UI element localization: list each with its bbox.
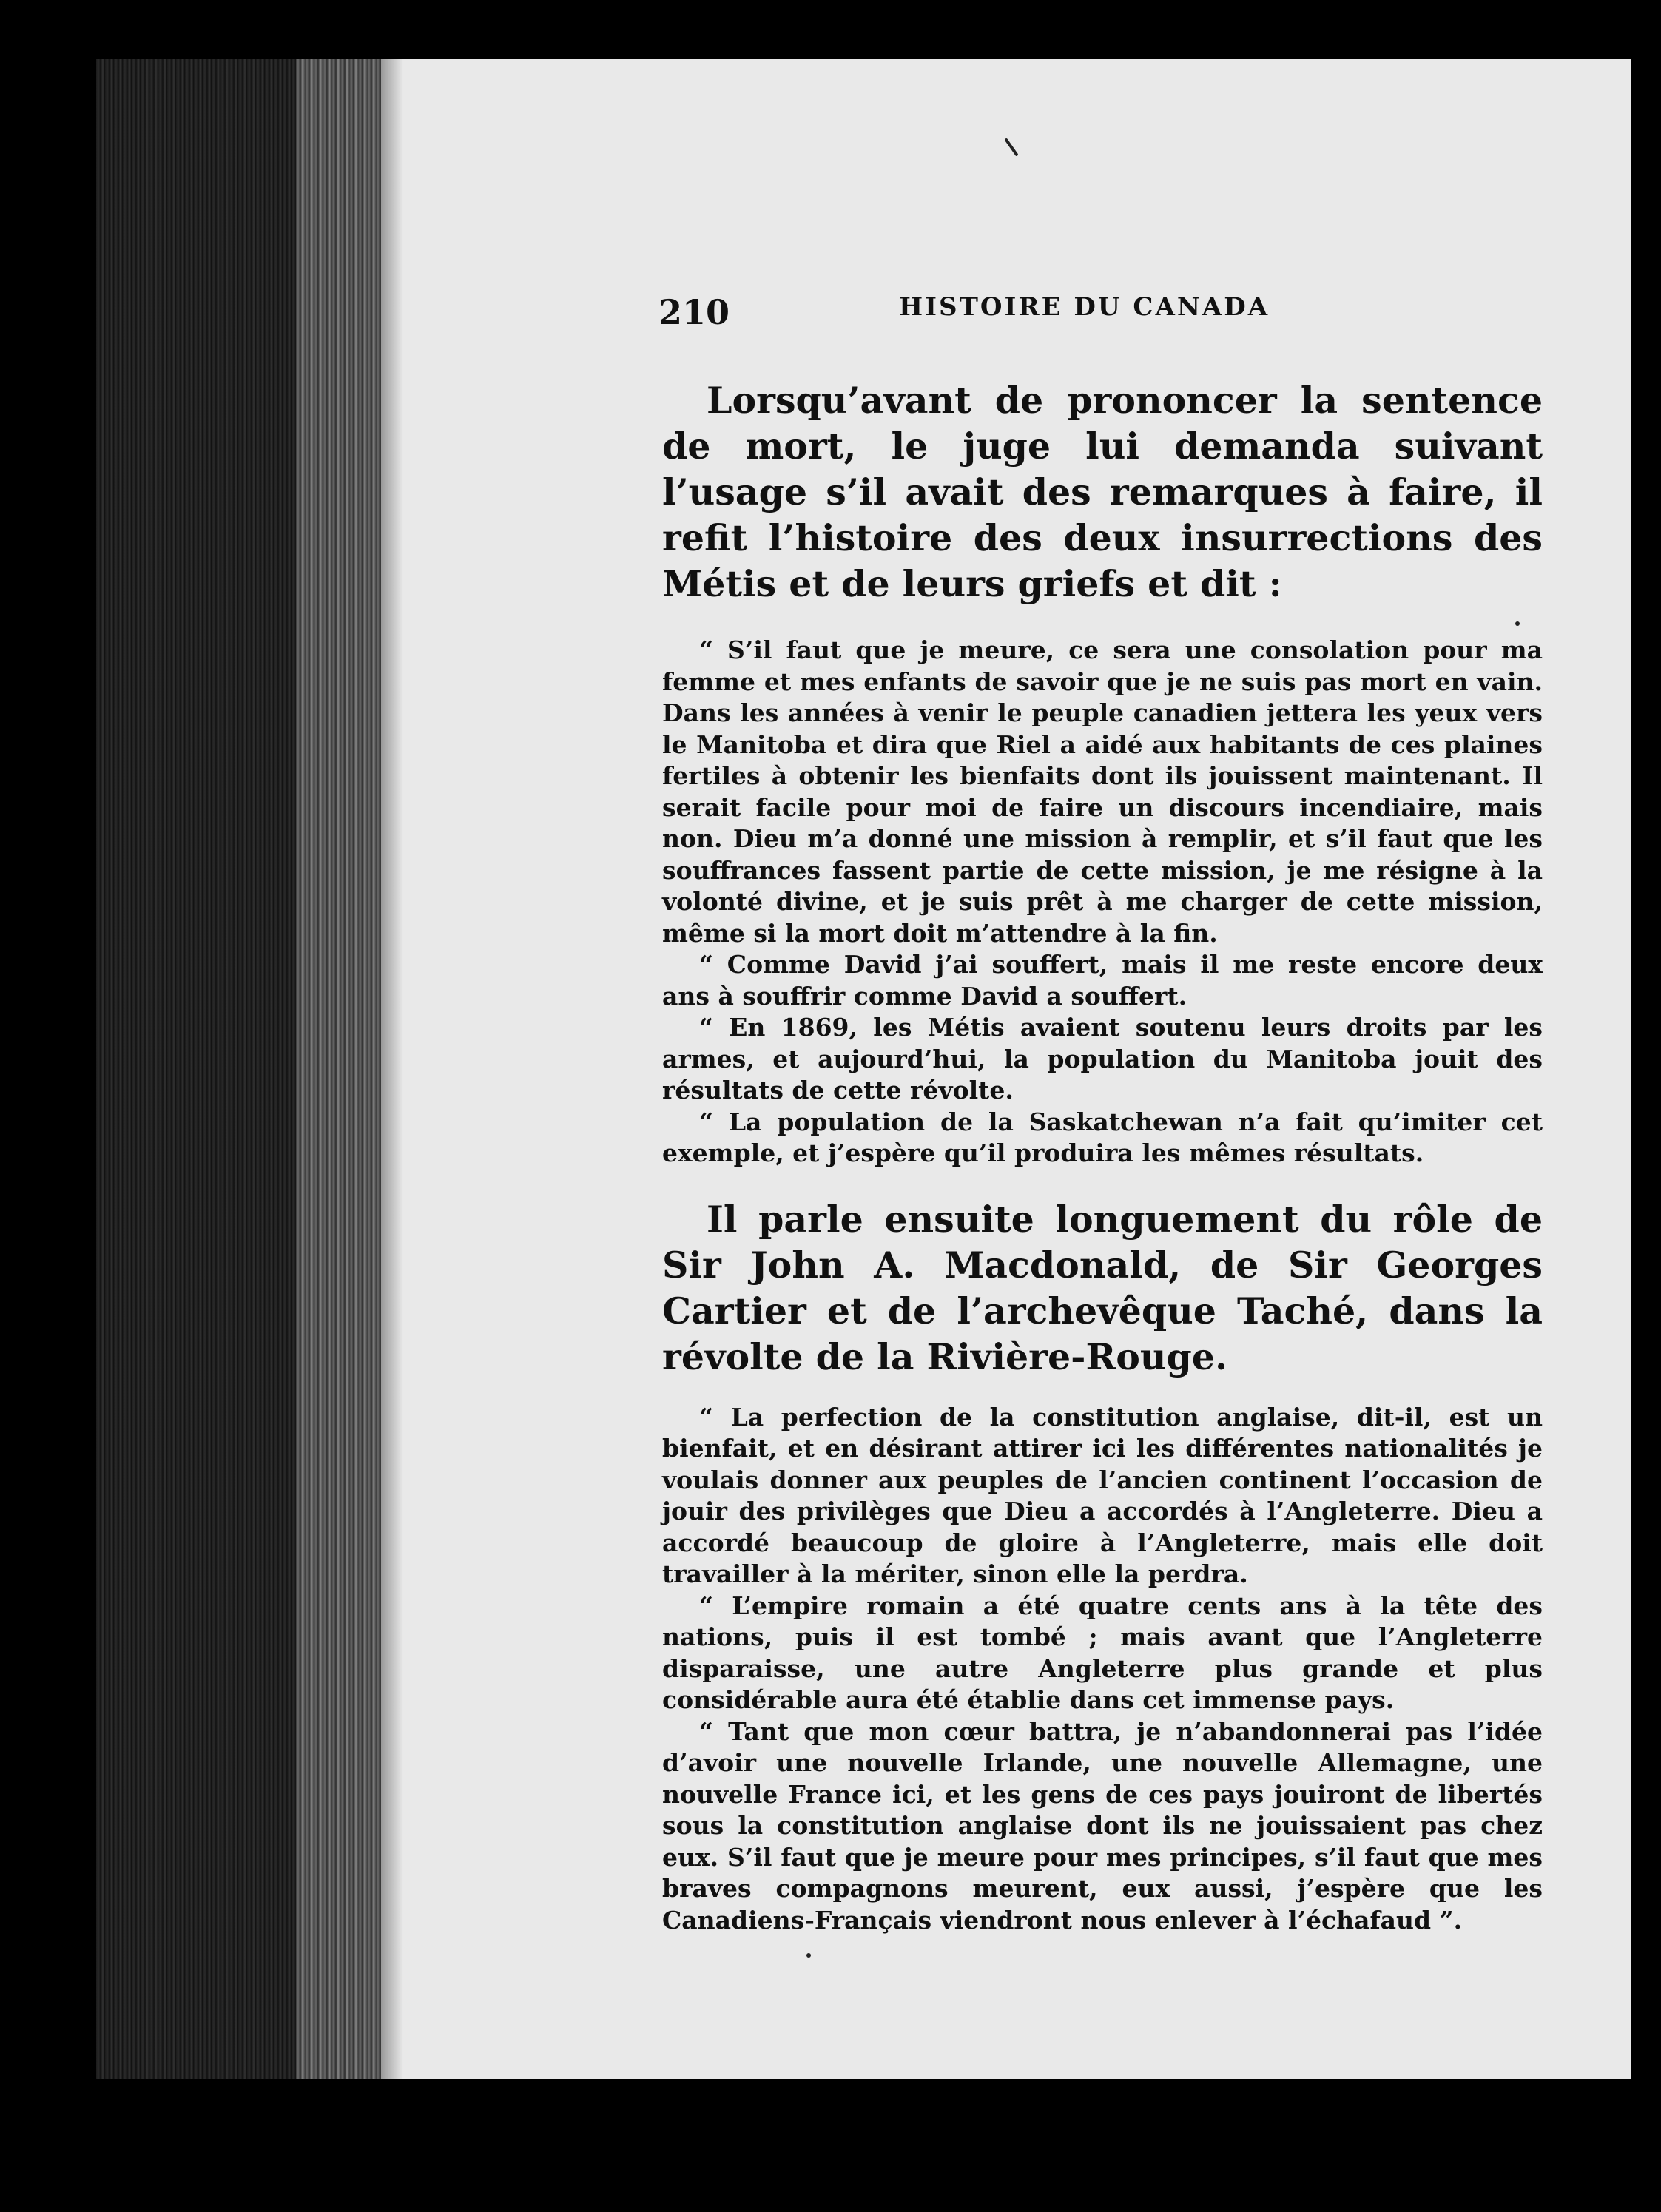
paragraph-narration: Il parle ensuite longuement du rôle de Sir John A. Macdonald, de Sir Georges Cartier et de l’archevêque Taché, dans la révolte de la Rivière-Rouge.: [662, 1197, 1543, 1378]
dust-speck: [806, 1953, 811, 1958]
quote-paragraph: “ La population de la Saskatchewan n’a fait qu’imiter cet exemple, et j’espère qu’il produira les mêmes résultats.: [662, 1107, 1543, 1167]
quote-paragraph: “ Tant que mon cœur battra, je n’abandonnerai pas l’idée d’avoir une nouvelle Irlande, une nouvelle Allemagne, une nouvelle France ici, et les gens de ces pays jouiront de libertés sous la constitution anglaise dont ils ne jouissaient pas chez eux. S’il faut que je meure pour mes principes, s’il faut que mes braves compagnons meurent, eux aussi, j’espère que les Canadiens-Français viendront nous enlever à l’échafaud ”.: [662, 1716, 1543, 1935]
right-black-margin: [1631, 0, 1661, 2212]
quote-paragraph: “ L’empire romain a été quatre cents ans à la tête des nations, puis il est tombé ; mais avant que l’Angleterre disparaisse, une autre Angleterre plus grande et plus considérable aura été établie dans cet immense pays.: [662, 1591, 1543, 1714]
binding-shadow: [381, 59, 403, 2079]
riel-quote-block-1: [662, 635, 1543, 1170]
quote-paragraph: “ La perfection de la constitution anglaise, dit-il, est un bienfait, et en désirant attirer ici les différentes nationalités je voulais donner aux peuples de l’ancien continent l’occasion de jouir des privilèges que Dieu a accordés à l’Angleterre. Dieu a accordé beaucoup de gloire à l’Angleterre, mais elle doit travailler à la mériter, sinon elle la perdra.: [662, 1402, 1543, 1588]
riel-quote-block-2: [662, 1402, 1543, 1937]
running-head: HISTOIRE DU CANADA: [899, 292, 1270, 322]
main-text: [662, 377, 1543, 1936]
book-page-edges-light: [296, 59, 385, 2079]
page-number: 210: [658, 292, 730, 332]
paragraph-intro: Lorsqu’avant de prononcer la sentence de mort, le juge lui demanda suivant l’usage s’il avait des remarques à faire, il refit l’histoire des deux insurrections des Métis et de leurs griefs et dit :: [662, 379, 1543, 605]
quote-paragraph: “ S’il faut que je meure, ce sera une consolation pour ma femme et mes enfants de savoir que je ne suis pas mort en vain. Dans les années à venir le peuple canadien jettera les yeux vers le Manitoba et dira que Riel a aidé aux habitants de ces plaines fertiles à obtenir les bienfaits dont ils jouissent maintenant. Il serait facile pour moi de faire un discours incendiaire, mais non. Dieu m’a donné une mission à remplir, et s’il faut que les souffrances fassent partie de cette mission, je me résigne à la volonté divine, et je suis prêt à me charger de cette mission, même si la mort doit m’attendre à la fin.: [662, 635, 1543, 948]
quote-paragraph: “ Comme David j’ai souffert, mais il me reste encore deux ans à souffrir comme David a souffert.: [662, 950, 1543, 1011]
quote-paragraph: “ En 1869, les Métis avaient soutenu leurs droits par les armes, et aujourd’hui, la population du Manitoba jouit des résultats de cette révolte.: [662, 1013, 1543, 1105]
